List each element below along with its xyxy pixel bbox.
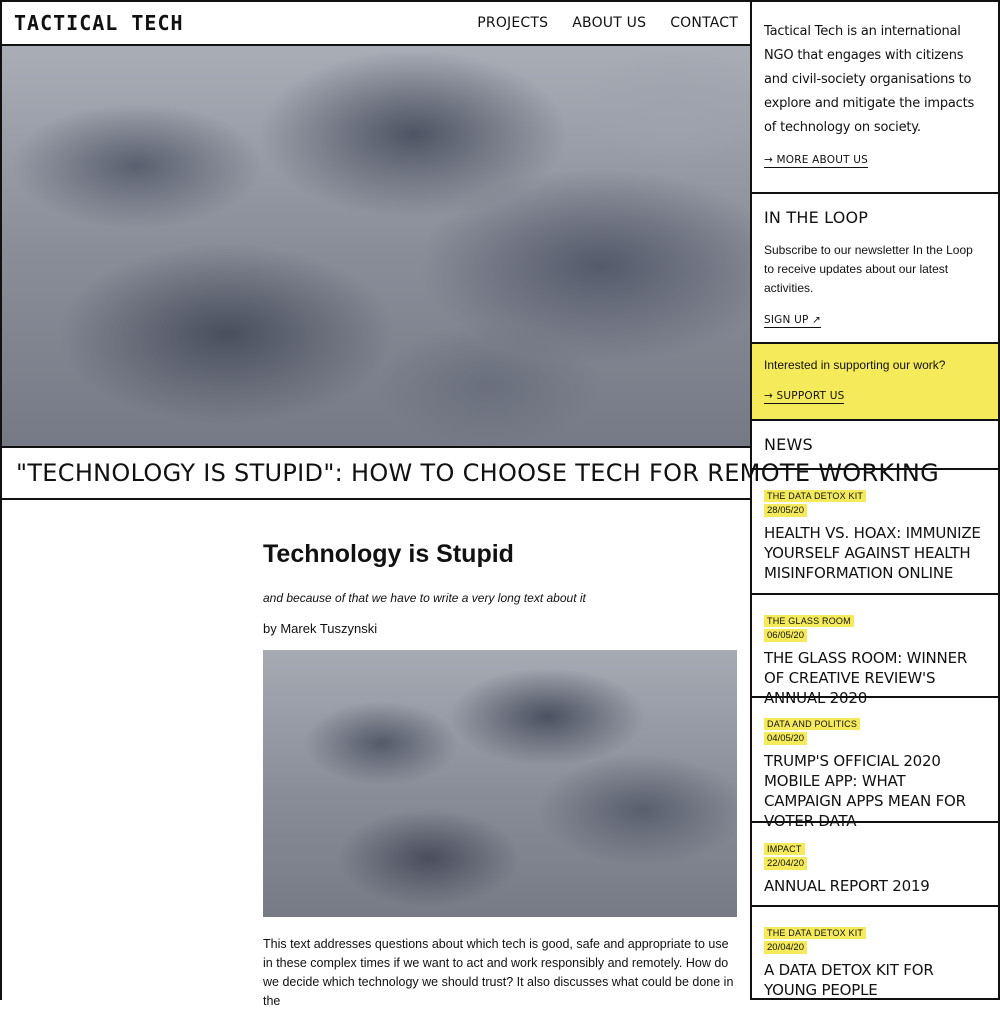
news-tag[interactable]: THE DATA DETOX KIT [764, 927, 866, 939]
news-item-title[interactable]: HEALTH VS. HOAX: IMMUNIZE YOURSELF AGAINST HEALTH MISINFORMATION ONLINE [764, 524, 981, 582]
news-item-title[interactable]: THE GLASS ROOM: WINNER OF CREATIVE REVIEW'S ANNUAL 2020 [764, 649, 968, 707]
news-item[interactable] [752, 470, 998, 595]
article-cloud-image [263, 650, 737, 917]
logo[interactable]: TACTICAL TECH [14, 11, 184, 35]
newsletter-title: IN THE LOOP [764, 208, 869, 227]
nav-projects[interactable]: PROJECTS [477, 15, 549, 31]
support-us-link[interactable]: → SUPPORT US [764, 390, 845, 402]
about-intro [752, 2, 998, 194]
news-tag[interactable]: IMPACT [764, 843, 805, 855]
support-text: Interested in supporting our work? [764, 358, 946, 372]
news-item-title[interactable]: A DATA DETOX KIT FOR YOUNG PEOPLE [764, 961, 934, 999]
news-tag[interactable]: THE DATA DETOX KIT [764, 490, 866, 502]
sign-up-link[interactable]: SIGN UP ↗ [764, 314, 822, 326]
main-nav [477, 15, 738, 31]
newsletter-text: Subscribe to our newsletter In the Loop to receive updates about our latest activities. [764, 243, 973, 295]
left-border [0, 500, 2, 1000]
sidebar [750, 0, 1000, 1000]
article-heading: Technology is Stupid [263, 540, 514, 568]
nav-contact[interactable]: CONTACT [670, 15, 738, 31]
support-block [752, 344, 998, 421]
news-date: 22/04/20 [764, 857, 807, 870]
news-tag[interactable]: THE GLASS ROOM [764, 615, 854, 627]
news-tag[interactable]: DATA AND POLITICS [764, 718, 860, 730]
about-text: Tactical Tech is an international NGO that engages with citizens and civil-society organisations to explore and mitigate the impacts of technology on society. [764, 24, 975, 135]
article [263, 540, 737, 1011]
article-byline: by Marek Tuszynski [263, 621, 378, 636]
site-header [0, 0, 750, 46]
news-date: 28/05/20 [764, 504, 807, 517]
more-about-us-link[interactable]: → MORE ABOUT US [764, 154, 868, 166]
article-body: This text addresses questions about which tech is good, safe and appropriate to use in these complex times if we want to act and work responsibly and remotely. How do we decide which technology we should trust? It also discusses what could be done in the [263, 937, 734, 1008]
article-subtitle: and because of that we have to write a very long text about it [263, 591, 586, 605]
news-item[interactable] [752, 595, 998, 707]
news-item-title[interactable]: TRUMP'S OFFICIAL 2020 MOBILE APP: WHAT CAMPAIGN APPS MEAN FOR VOTER DATA [764, 752, 966, 830]
page-title: "TECHNOLOGY IS STUPID": HOW TO CHOOSE TECH FOR REMOTE WORKING [16, 459, 939, 487]
news-item[interactable] [752, 698, 998, 830]
news-item[interactable] [752, 907, 998, 997]
news-header [752, 421, 998, 470]
nav-about-us[interactable]: ABOUT US [572, 15, 647, 31]
news-date: 20/04/20 [764, 941, 807, 954]
news-title: NEWS [764, 435, 813, 454]
hero-image [0, 46, 750, 446]
news-item[interactable] [752, 823, 998, 907]
newsletter-block [752, 194, 998, 344]
news-date: 06/05/20 [764, 629, 807, 642]
news-item-title[interactable]: ANNUAL REPORT 2019 [764, 877, 930, 895]
news-date: 04/05/20 [764, 732, 807, 745]
cloud-sky-image [2, 46, 750, 446]
